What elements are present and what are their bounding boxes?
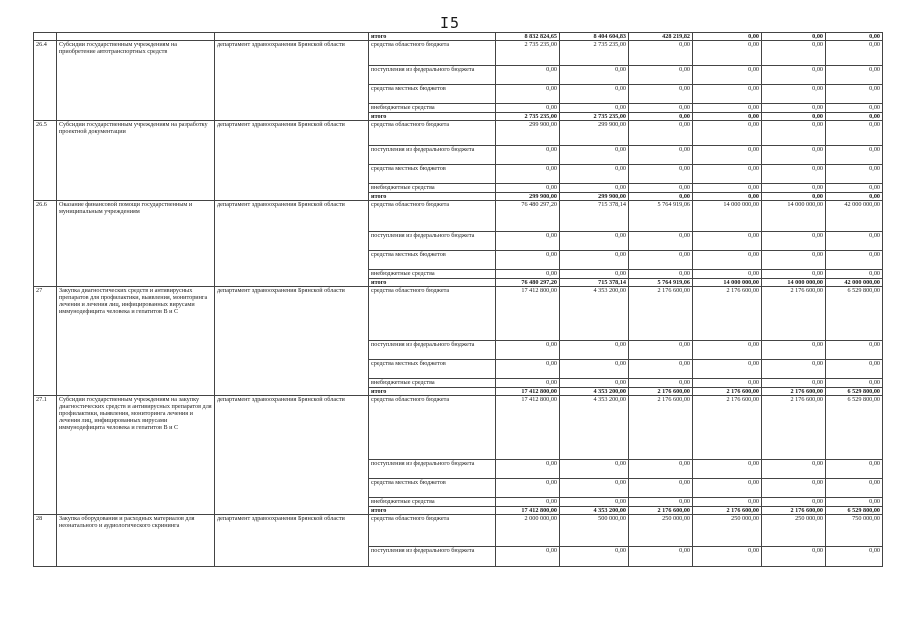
value-cell: 0,00 [826,121,883,146]
value-cell: 76 480 297,20 [496,201,560,232]
value-cell: 0,00 [560,232,629,251]
item-executor: департамент здравоохранения Брянской области [215,41,369,121]
value-cell: 0,00 [693,379,762,388]
value-cell: 0,00 [693,121,762,146]
value-cell: 2 176 600,00 [762,507,826,515]
value-cell: 0,00 [826,479,883,498]
value-cell: 2 176 600,00 [762,287,826,341]
value-cell: 0,00 [693,146,762,165]
funding-source-label: средства областного бюджета [369,41,496,66]
table-row [34,121,883,146]
empty-cell [34,33,57,41]
value-cell: 0,00 [762,232,826,251]
value-cell: 0,00 [693,104,762,113]
item-name: Закупка оборудования и расходных материалов для неонатального и аудиологического скрининга [57,515,215,567]
value-cell: 2 176 600,00 [762,388,826,396]
value-cell: 715 378,14 [560,279,629,287]
value-cell: 2 176 600,00 [693,388,762,396]
value-cell: 0,00 [762,104,826,113]
item-code: 27 [34,287,57,396]
value-cell: 750 000,00 [826,515,883,547]
value-cell: 250 000,00 [629,515,693,547]
value-cell: 0,00 [629,360,693,379]
value-cell: 8 832 824,65 [496,33,560,41]
value-cell: 0,00 [560,184,629,193]
value-cell: 0,00 [826,113,883,121]
funding-source-label: поступления из федерального бюджета [369,460,496,479]
value-cell: 299 900,00 [496,121,560,146]
value-cell: 0,00 [693,479,762,498]
value-cell: 0,00 [826,460,883,479]
value-cell: 14 000 000,00 [762,201,826,232]
value-cell: 715 378,14 [560,201,629,232]
value-cell: 0,00 [693,184,762,193]
funding-source-label: поступления из федерального бюджета [369,232,496,251]
value-cell: 0,00 [762,341,826,360]
value-cell: 0,00 [826,341,883,360]
value-cell: 14 000 000,00 [693,201,762,232]
funding-source-label: средства местных бюджетов [369,165,496,184]
value-cell: 0,00 [629,379,693,388]
item-code: 26.4 [34,41,57,121]
value-cell: 0,00 [629,104,693,113]
value-cell: 0,00 [560,66,629,85]
funding-source-label: средства местных бюджетов [369,251,496,270]
item-name: Закупка диагностических средств и антивирусных препаратов для профилактики, выявления, мониторинга лечения и лечения лиц, инфицированных вирусами иммунодефицита человека и гепатитов B и C [57,287,215,396]
value-cell: 0,00 [629,460,693,479]
value-cell: 0,00 [629,146,693,165]
value-cell: 0,00 [560,479,629,498]
value-cell: 0,00 [693,165,762,184]
funding-source-label: поступления из федерального бюджета [369,547,496,567]
value-cell: 6 529 800,00 [826,396,883,460]
funding-source-label: поступления из федерального бюджета [369,66,496,85]
value-cell: 0,00 [693,360,762,379]
funding-source-label: внебюджетные средства [369,104,496,113]
value-cell: 0,00 [762,547,826,567]
funding-source-label: средства местных бюджетов [369,85,496,104]
value-cell: 0,00 [826,232,883,251]
value-cell: 0,00 [826,379,883,388]
value-cell: 2 176 600,00 [693,507,762,515]
table-row [34,515,883,547]
value-cell: 0,00 [762,85,826,104]
value-cell: 0,00 [826,547,883,567]
value-cell: 4 353 200,00 [560,287,629,341]
value-cell: 500 000,00 [560,515,629,547]
value-cell: 0,00 [826,193,883,201]
table-row [34,41,883,66]
value-cell: 2 176 600,00 [693,287,762,341]
value-cell: 2 735 235,00 [496,41,560,66]
value-cell: 0,00 [762,184,826,193]
funding-source-label: средства местных бюджетов [369,479,496,498]
value-cell: 0,00 [826,146,883,165]
value-cell: 0,00 [826,33,883,41]
value-cell: 250 000,00 [762,515,826,547]
value-cell: 6 529 800,00 [826,388,883,396]
item-name: Субсидии государственным учреждениям на закупку диагностических средств и антивирусных препаратов для профилактики, выявления, мониторинга лечения и лечения лиц, инфицированных вирусами иммунодефицита человека и гепатитов B и C [57,396,215,515]
funding-source-label: средства областного бюджета [369,515,496,547]
value-cell: 0,00 [496,498,560,507]
value-cell: 0,00 [560,85,629,104]
value-cell: 0,00 [826,85,883,104]
value-cell: 76 480 297,20 [496,279,560,287]
value-cell: 2 176 600,00 [629,388,693,396]
value-cell: 0,00 [762,193,826,201]
value-cell: 0,00 [762,360,826,379]
value-cell: 0,00 [762,270,826,279]
item-name: Субсидии государственным учреждениям на разработку проектной документации [57,121,215,201]
value-cell: 0,00 [629,270,693,279]
value-cell: 0,00 [693,193,762,201]
value-cell: 0,00 [629,121,693,146]
value-cell: 0,00 [762,66,826,85]
value-cell: 0,00 [826,165,883,184]
funding-source-label: средства местных бюджетов [369,360,496,379]
value-cell: 0,00 [826,41,883,66]
value-cell: 0,00 [629,113,693,121]
value-cell: 0,00 [693,232,762,251]
value-cell: 0,00 [496,146,560,165]
value-cell: 0,00 [693,341,762,360]
row-label: итого [369,33,496,41]
value-cell: 0,00 [496,104,560,113]
value-cell: 0,00 [693,85,762,104]
funding-source-label: поступления из федерального бюджета [369,146,496,165]
value-cell: 42 000 000,00 [826,201,883,232]
funding-source-label: средства областного бюджета [369,121,496,146]
value-cell: 0,00 [762,113,826,121]
budget-table [33,32,883,567]
value-cell: 0,00 [762,251,826,270]
value-cell: 4 353 200,00 [560,507,629,515]
value-cell: 0,00 [560,146,629,165]
value-cell: 0,00 [762,33,826,41]
value-cell: 0,00 [826,360,883,379]
value-cell: 0,00 [560,498,629,507]
value-cell: 0,00 [560,251,629,270]
item-executor: департамент здравоохранения Брянской области [215,287,369,396]
item-code: 27.1 [34,396,57,515]
item-executor: департамент здравоохранения Брянской области [215,201,369,287]
value-cell: 17 412 800,00 [496,507,560,515]
value-cell: 0,00 [629,232,693,251]
value-cell: 0,00 [693,270,762,279]
value-cell: 0,00 [560,270,629,279]
value-cell: 0,00 [629,479,693,498]
value-cell: 0,00 [629,547,693,567]
value-cell: 299 900,00 [560,121,629,146]
item-code: 28 [34,515,57,567]
value-cell: 0,00 [693,547,762,567]
empty-cell [57,33,215,41]
value-cell: 0,00 [629,341,693,360]
value-cell: 0,00 [629,251,693,270]
funding-source-label: итого [369,279,496,287]
value-cell: 17 412 800,00 [496,388,560,396]
value-cell: 0,00 [496,360,560,379]
value-cell: 428 219,82 [629,33,693,41]
item-name: Оказание финансовой помощи государственным и муниципальным учреждениям [57,201,215,287]
table-row [34,396,883,460]
value-cell: 0,00 [560,165,629,184]
value-cell: 0,00 [496,184,560,193]
value-cell: 17 412 800,00 [496,396,560,460]
top-total-row [34,33,883,41]
funding-source-label: внебюджетные средства [369,498,496,507]
value-cell: 0,00 [762,165,826,184]
value-cell: 2 176 600,00 [629,507,693,515]
value-cell: 0,00 [762,498,826,507]
funding-source-label: итого [369,507,496,515]
value-cell: 0,00 [496,341,560,360]
value-cell: 0,00 [560,379,629,388]
value-cell: 0,00 [693,113,762,121]
value-cell: 8 404 604,83 [560,33,629,41]
value-cell: 0,00 [560,460,629,479]
funding-source-label: средства областного бюджета [369,396,496,460]
value-cell: 0,00 [629,85,693,104]
value-cell: 2 735 235,00 [560,41,629,66]
value-cell: 5 764 919,06 [629,201,693,232]
value-cell: 0,00 [762,379,826,388]
value-cell: 0,00 [629,498,693,507]
funding-source-label: итого [369,113,496,121]
value-cell: 0,00 [629,184,693,193]
value-cell: 0,00 [496,379,560,388]
funding-source-label: внебюджетные средства [369,270,496,279]
value-cell: 0,00 [496,479,560,498]
value-cell: 17 412 800,00 [496,287,560,341]
item-code: 26.5 [34,121,57,201]
value-cell: 5 764 919,06 [629,279,693,287]
value-cell: 0,00 [560,360,629,379]
value-cell: 2 000 000,00 [496,515,560,547]
value-cell: 0,00 [496,547,560,567]
value-cell: 2 735 235,00 [560,113,629,121]
funding-source-label: внебюджетные средства [369,379,496,388]
value-cell: 2 735 235,00 [496,113,560,121]
value-cell: 0,00 [629,66,693,85]
page-number: I5 [440,14,461,32]
value-cell: 0,00 [496,270,560,279]
value-cell: 0,00 [496,165,560,184]
funding-source-label: итого [369,193,496,201]
funding-source-label: средства областного бюджета [369,201,496,232]
value-cell: 2 176 600,00 [693,396,762,460]
value-cell: 0,00 [560,104,629,113]
value-cell: 0,00 [496,251,560,270]
value-cell: 0,00 [826,251,883,270]
table-row [34,287,883,341]
value-cell: 4 353 200,00 [560,388,629,396]
value-cell: 0,00 [629,193,693,201]
funding-source-label: поступления из федерального бюджета [369,341,496,360]
value-cell: 0,00 [496,232,560,251]
value-cell: 0,00 [560,341,629,360]
value-cell: 0,00 [496,85,560,104]
value-cell: 0,00 [693,66,762,85]
item-executor: департамент здравоохранения Брянской области [215,515,369,567]
value-cell: 0,00 [826,184,883,193]
item-name: Субсидии государственным учреждениям на приобретение автотранспортных средств [57,41,215,121]
value-cell: 0,00 [560,547,629,567]
value-cell: 2 176 600,00 [629,396,693,460]
item-code: 26.6 [34,201,57,287]
value-cell: 0,00 [762,41,826,66]
value-cell: 0,00 [693,251,762,270]
value-cell: 0,00 [693,41,762,66]
value-cell: 2 176 600,00 [762,396,826,460]
item-executor: департамент здравоохранения Брянской области [215,396,369,515]
value-cell: 0,00 [693,33,762,41]
value-cell: 14 000 000,00 [762,279,826,287]
value-cell: 299 900,00 [560,193,629,201]
value-cell: 6 529 800,00 [826,507,883,515]
value-cell: 0,00 [496,66,560,85]
value-cell: 0,00 [629,41,693,66]
value-cell: 0,00 [693,460,762,479]
value-cell: 6 529 800,00 [826,287,883,341]
value-cell: 0,00 [762,146,826,165]
value-cell: 0,00 [826,104,883,113]
value-cell: 0,00 [693,498,762,507]
value-cell: 250 000,00 [693,515,762,547]
empty-cell [215,33,369,41]
value-cell: 0,00 [826,498,883,507]
value-cell: 0,00 [826,66,883,85]
value-cell: 0,00 [496,460,560,479]
value-cell: 42 000 000,00 [826,279,883,287]
funding-source-label: итого [369,388,496,396]
value-cell: 0,00 [762,460,826,479]
item-executor: департамент здравоохранения Брянской области [215,121,369,201]
value-cell: 299 900,00 [496,193,560,201]
value-cell: 0,00 [762,121,826,146]
value-cell: 4 353 200,00 [560,396,629,460]
table-row [34,201,883,232]
value-cell: 14 000 000,00 [693,279,762,287]
funding-source-label: средства областного бюджета [369,287,496,341]
value-cell: 0,00 [762,479,826,498]
value-cell: 0,00 [629,165,693,184]
value-cell: 2 176 600,00 [629,287,693,341]
funding-source-label: внебюджетные средства [369,184,496,193]
value-cell: 0,00 [826,270,883,279]
